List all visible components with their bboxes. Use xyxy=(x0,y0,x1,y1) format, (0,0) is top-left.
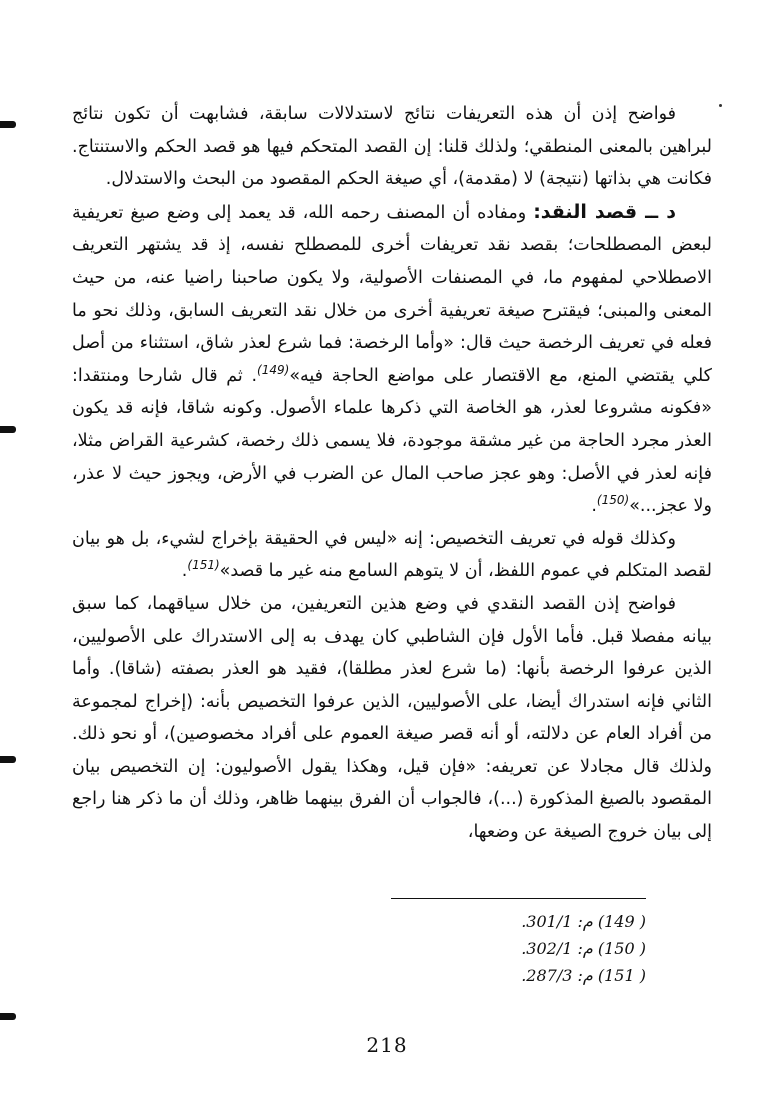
paragraph-p1 xyxy=(72,98,712,196)
footnotes xyxy=(430,908,646,989)
paragraph-text: . xyxy=(591,496,597,517)
footnote-text: م: 302/1. xyxy=(521,939,593,958)
paragraph-p3 xyxy=(72,523,712,588)
footnote-text: م: 301/1. xyxy=(521,912,593,931)
section-heading: د ــ قصد النقد: xyxy=(533,200,676,223)
margin-mark xyxy=(0,121,16,128)
main-text xyxy=(72,98,712,849)
footnote-line xyxy=(430,908,646,935)
footnote-number: ( 151) xyxy=(597,966,646,985)
footnote-reference: (150) xyxy=(596,493,630,508)
footnote-reference: (149) xyxy=(257,362,290,377)
footnote-text: م: 287/3. xyxy=(521,966,593,985)
paragraph-text: فواضح إذن أن هذه التعريفات نتائج لاستدلالات سابقة، فشابهت أن تكون نتائج لبراهين بالمعنى المنطقي؛ ولذلك قلنا: إن القصد المتحكم فيها هو قصد الحكم والاستنتاج. فكانت هي بذاتها (نتيجة) لا (مقدمة)، أي صيغة الحكم المقصود من البحث والاستدلال. xyxy=(72,104,712,190)
paragraph-text: فواضح إذن القصد النقدي في وضع هذين التعريفين، من خلال سياقهما، كما سبق بيانه مفصلا قبل. فأما الأول فإن الشاطبي كان يهدف به إلى الاستدراك على الأصوليين، الذين عرفوا الرخصة بأنها: (ما شرع لعذر مطلقا)، فقيد هو العذر بصفته (شاقا). وأما الثاني فإنه استدراك أيضا، على الأصوليين، الذين عرفوا التخصيص بأنه: (إخراج لمجموعة من أفراد العام عن دلالته، أو أنه قصر صيغة العموم على أفراد مخصوصين)، أو نحو ذلك. ولذلك قال مجادلا عن تعريفه: «فإن قيل، وهكذا يقول الأصوليون: إن التخصيص بيان المقصود بالصيغ المذكورة (...)، فالجواب أن الفرق بينهما ظاهر، وذلك أن ما ذكر هنا راجع إلى بيان خروج الصيغة عن وضعها، xyxy=(72,593,712,843)
paragraph-text: وكذلك قوله في تعريف التخصيص: إنه «ليس في الحقيقة بإخراج لشيء، بل هو بيان لقصد المتكلم في عموم اللفظ، أن لا يتوهم السامع منه غير ما قصد» xyxy=(72,528,712,582)
paragraph-p4 xyxy=(72,588,712,849)
page-number: 218 xyxy=(366,1033,408,1057)
margin-mark xyxy=(0,756,16,763)
footnote-separator xyxy=(391,898,646,899)
margin-mark xyxy=(0,1013,16,1020)
paragraph-text: . xyxy=(181,561,188,582)
footnote-number: ( 149) xyxy=(597,912,646,931)
paragraph-p2 xyxy=(72,196,712,523)
footnote-line xyxy=(430,935,646,962)
margin-mark xyxy=(0,426,16,433)
footnote-line xyxy=(430,962,646,989)
paragraph-text: . ثم قال شارحا ومنتقدا: «فكونه مشروعا لعذر، هو الخاصة التي ذكرها علماء الأصول. وكونه شاقا، فإنه قد يكون العذر مجرد الحاجة من غير مشقة موجودة، فلا يسمى ذلك رخصة، كشرعية القراض مثلا، فإنه لعذر في الأصل: وهو عجز صاحب المال عن الضرب في الأرض، ويجوز حيث لا عذر، ولا عجز...» xyxy=(72,365,712,517)
paragraph-text: ومفاده أن المصنف رحمه الله، قد يعمد إلى وضع صيغ تعريفية لبعض المصطلحات؛ بقصد نقد تعريفات أخرى للمصطلح نفسه، إذ قد يشتهر التعريف الاصطلاحي لمفهوم ما، في المصنفات الأصولية، ولا يكون صاحبنا راضيا عنه، من حيث المعنى والمبنى؛ فيقترح صيغة تعريفية أخرى من خلال نقد التعريف السابق، وذلك نحو ما فعله في تعريف الرخصة حيث قال: «وأما الرخصة: فما شرع لعذر شاق، استثناء من أصل كلي يقتضي المنع، مع الاقتصار على مواضع الحاجة فيه» xyxy=(72,202,712,386)
footnote-number: ( 150) xyxy=(597,939,646,958)
scan-speck xyxy=(719,104,722,107)
footnote-reference: (151) xyxy=(187,558,220,573)
